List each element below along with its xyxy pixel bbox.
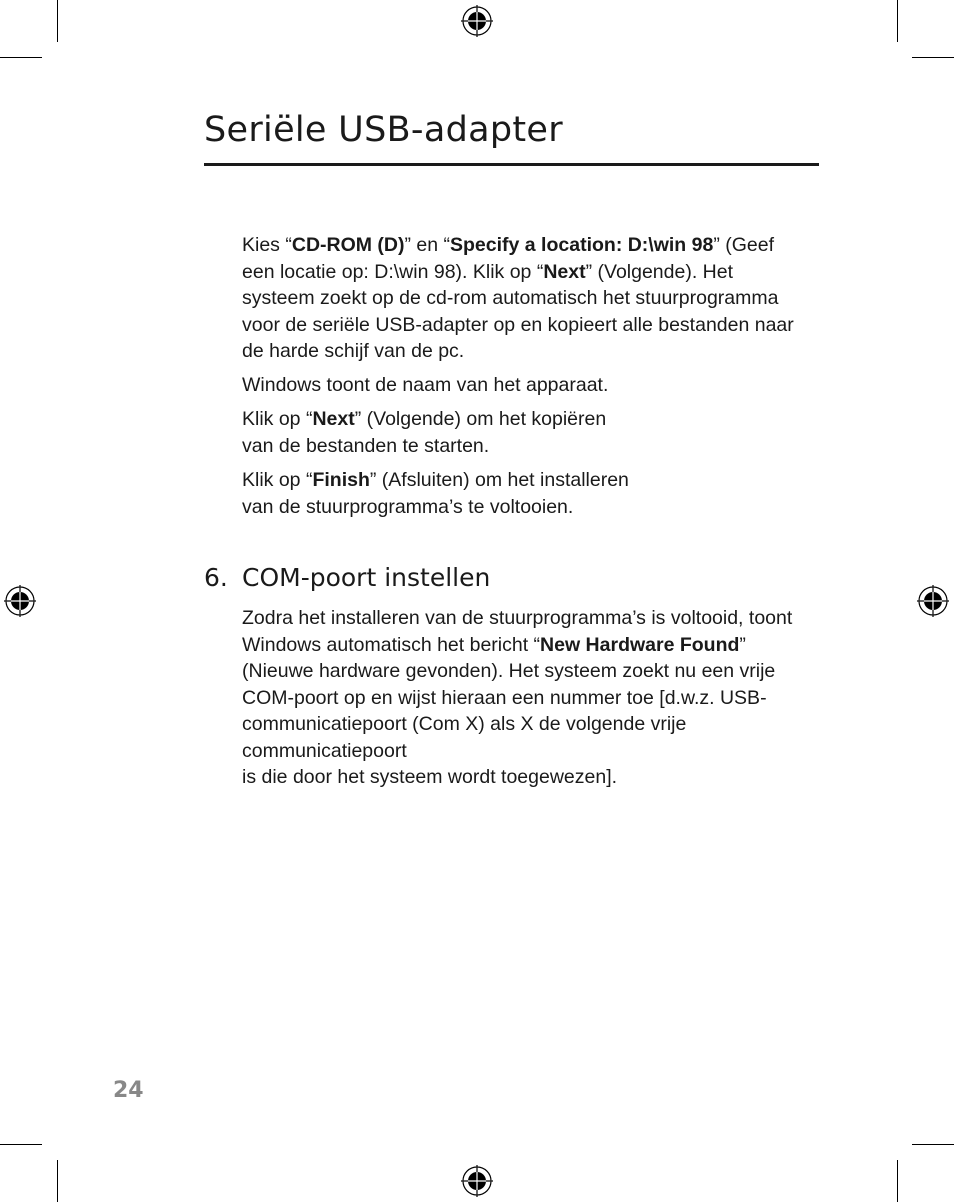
- crop-mark-icon: [0, 1144, 42, 1145]
- paragraph-text: Klik op “: [242, 469, 313, 491]
- bold-term: Next: [543, 260, 586, 283]
- paragraph-text: ” (Volgende) om het kopiëren: [354, 408, 607, 430]
- title-rule: [204, 163, 819, 166]
- registration-mark-icon: [916, 584, 950, 618]
- instruction-paragraph: [242, 232, 807, 365]
- registration-mark-icon: [460, 4, 494, 38]
- page-number: 24: [113, 1078, 144, 1103]
- registration-mark-icon: [3, 584, 37, 618]
- bold-term: Finish: [312, 469, 370, 491]
- bold-term: New Hardware Found: [540, 633, 740, 656]
- crop-mark-icon: [897, 1160, 898, 1202]
- paragraph-text: Windows toont de naam van het apparaat.: [242, 374, 609, 396]
- crop-mark-icon: [57, 1160, 58, 1202]
- crop-mark-icon: [0, 57, 42, 58]
- page-title: Seriële USB-adapter: [204, 110, 563, 150]
- paragraph-text: ” (Geef een locatie op: D:\win 98). Klik op “: [242, 234, 775, 283]
- section-paragraph: [242, 605, 797, 791]
- paragraph-text: ” (Volgende). Het systeem zoekt op de cd-rom automatisch het stuurprogramma voor de seriële USB-adapter op en kopieert alle bestanden naar de harde schijf van de pc.: [242, 260, 794, 362]
- paragraph-text: Kies “: [242, 234, 292, 256]
- paragraph-text: van de bestanden te starten.: [242, 434, 490, 457]
- crop-mark-icon: [57, 0, 58, 42]
- paragraph-text: ” (Nieuwe hardware gevonden). Het systeem zoekt nu een vrije COM-poort op en wijst hieraan een nummer toe [d.w.z. USB-communicatiepoort (Com X) als X de volgende vrije communicatiepoort: [242, 633, 776, 762]
- instruction-paragraph: [242, 467, 807, 520]
- crop-mark-icon: [912, 1144, 954, 1145]
- section-number: 6.: [204, 563, 228, 592]
- bold-term: Next: [312, 408, 355, 430]
- paragraph-text: ” (Afsluiten) om het installeren: [369, 469, 629, 491]
- instruction-paragraph: [242, 406, 807, 459]
- instruction-paragraph: [242, 372, 807, 399]
- paragraph-text: van de stuurprogramma’s te voltooien.: [242, 495, 574, 518]
- paragraph-text: ” en “: [404, 234, 451, 256]
- paragraph-text: Klik op “: [242, 408, 313, 430]
- crop-mark-icon: [897, 0, 898, 42]
- paragraph-text: Zodra het installeren van de stuurprogramma’s is voltooid, toont Windows automatisch het bericht “: [242, 607, 793, 656]
- paragraph-text: is die door het systeem wordt toegewezen].: [242, 766, 618, 788]
- bold-term: Specify a location: D:\win 98: [450, 234, 714, 256]
- bold-term: CD-ROM (D): [291, 234, 405, 256]
- crop-mark-icon: [912, 57, 954, 58]
- registration-mark-icon: [460, 1164, 494, 1198]
- section-heading: COM-poort instellen: [242, 563, 491, 592]
